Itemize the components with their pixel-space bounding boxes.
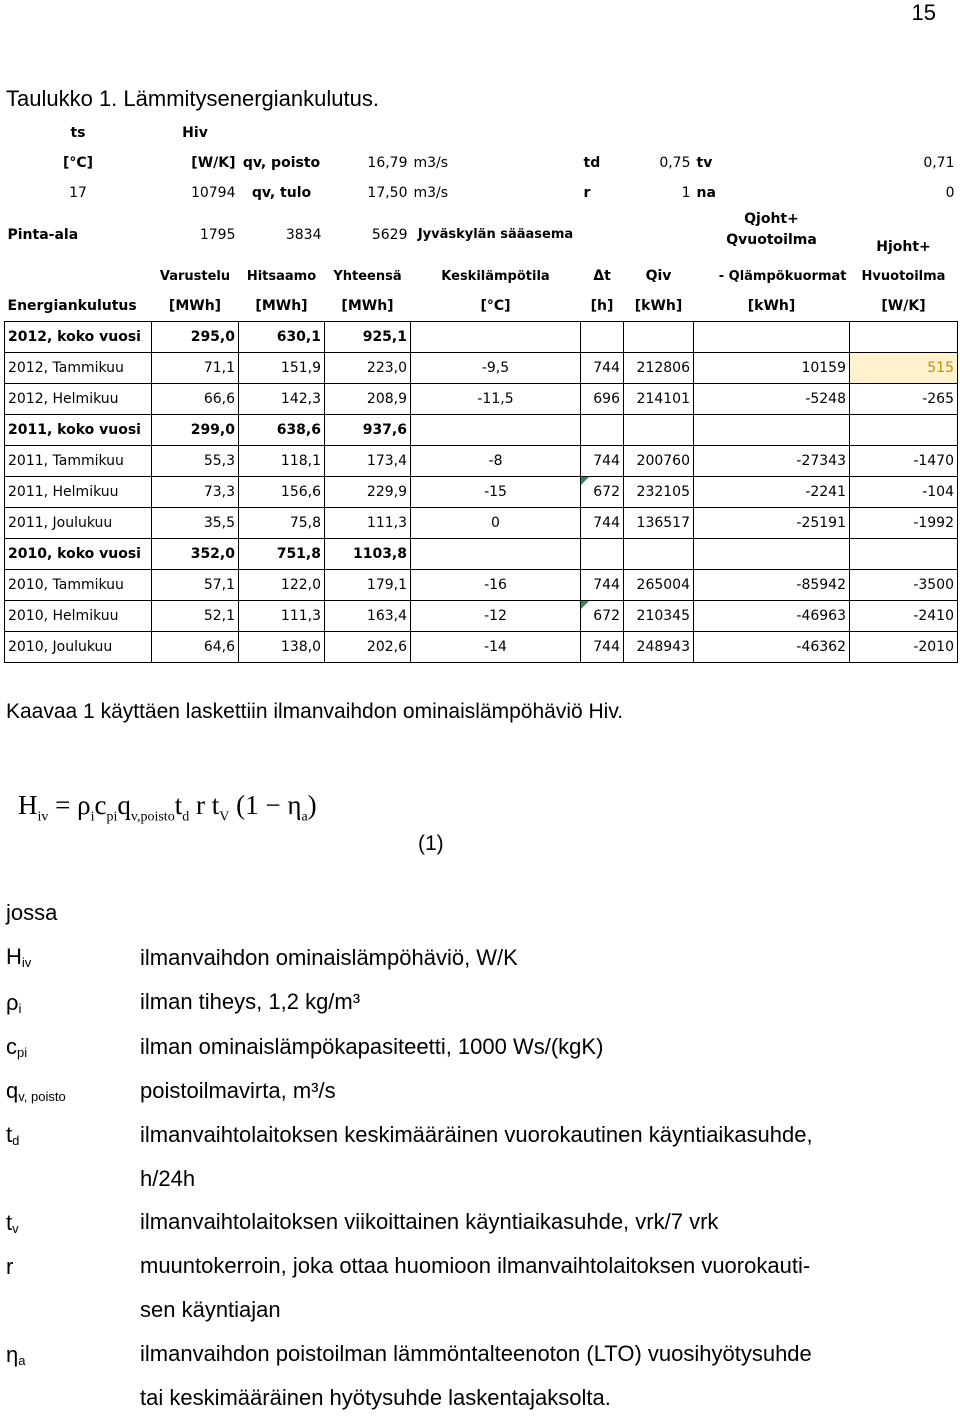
def-text-eta-line2: tai keskimääräinen hyötysuhde laskentajaksolta. bbox=[140, 1385, 611, 1410]
table-row bbox=[5, 384, 958, 415]
table-cell: 925,1 bbox=[325, 322, 411, 353]
table-cell: 111,3 bbox=[239, 601, 325, 632]
energy-table bbox=[4, 118, 958, 663]
table-cell bbox=[850, 415, 958, 446]
table-cell: 73,3 bbox=[152, 477, 239, 508]
table-cell: 696 bbox=[581, 384, 624, 415]
unit-wk: [W/K] bbox=[881, 298, 926, 314]
table-cell: -14 bbox=[411, 632, 581, 663]
table-cell: 299,0 bbox=[152, 415, 239, 446]
hdr-pinta-ala: Pinta-ala bbox=[7, 226, 79, 243]
table-cell: 173,4 bbox=[325, 446, 411, 477]
f-c: c bbox=[94, 790, 107, 820]
table-cell: -15 bbox=[411, 477, 581, 508]
hdr-qiv: Qiv bbox=[645, 268, 672, 284]
table-cell: 138,0 bbox=[239, 632, 325, 663]
def-sym-td: $t_d$ bbox=[6, 1122, 20, 1148]
hdr-delta-t: Δt bbox=[593, 268, 611, 284]
f-paren-close: ) bbox=[307, 790, 317, 820]
table-cell: 142,3 bbox=[239, 384, 325, 415]
table-cell: 744 bbox=[581, 570, 624, 601]
f-t1-sub: d bbox=[182, 809, 190, 825]
table-cell bbox=[411, 322, 581, 353]
header-row-5 bbox=[5, 261, 958, 291]
f-c-sub: pi bbox=[106, 809, 118, 825]
hdr-hjoht: Hjoht+ bbox=[876, 239, 931, 255]
row-label: 2011, koko vuosi bbox=[5, 415, 152, 446]
def-sym-eta: $\eta_a$ bbox=[6, 1342, 26, 1368]
unit-mwh-3: [MWh] bbox=[341, 298, 394, 314]
table-cell: 295,0 bbox=[152, 322, 239, 353]
table-cell: 265004 bbox=[624, 570, 694, 601]
hdr-qvuotoilma: Qvuotoilma bbox=[726, 232, 817, 248]
unit-celsius: [°C] bbox=[480, 298, 511, 314]
table-cell bbox=[694, 539, 850, 570]
table-cell: 122,0 bbox=[239, 570, 325, 601]
unit-mwh-1: [MWh] bbox=[168, 298, 222, 314]
na-value: 0 bbox=[945, 185, 955, 201]
table-cell: -2410 bbox=[850, 601, 958, 632]
qv-tulo-value: 17,50 bbox=[367, 185, 408, 201]
hdr-td: td bbox=[583, 155, 601, 171]
table-cell: 352,0 bbox=[152, 539, 239, 570]
qv-poisto-value: 16,79 bbox=[367, 155, 408, 171]
row-label: 2010, Tammikuu bbox=[5, 570, 152, 601]
hdr-hitsaamo: Hitsaamo bbox=[246, 268, 317, 284]
def-sym-hiv: $H_{iv}$ bbox=[6, 944, 32, 970]
table-cell: 118,1 bbox=[239, 446, 325, 477]
table-cell bbox=[581, 415, 624, 446]
table-cell: 744 bbox=[581, 353, 624, 384]
def-text-r-line1: muuntokerroin, joka ottaa huomioon ilmanvaihtolaitoksen vuorokauti- bbox=[140, 1253, 811, 1278]
table-cell: -11,5 bbox=[411, 384, 581, 415]
f-q: q bbox=[117, 790, 131, 820]
hdr-c-unit: [°C] bbox=[62, 155, 94, 171]
table-cell: -3500 bbox=[850, 570, 958, 601]
header-row-3 bbox=[5, 178, 958, 208]
table-cell: 163,4 bbox=[325, 601, 411, 632]
table-cell: 71,1 bbox=[152, 353, 239, 384]
unit-kwh-2: [kWh] bbox=[747, 298, 796, 314]
hdr-hiv: Hiv bbox=[182, 125, 208, 141]
def-text-td-line1: ilmanvaihtolaitoksen keskimääräinen vuorokautinen käyntiaikasuhde, bbox=[140, 1122, 813, 1147]
hdr-yhteensa: Yhteensä bbox=[333, 268, 402, 284]
def-text-tv: ilmanvaihtolaitoksen viikoittainen käyntiaikasuhde, vrk/7 vrk bbox=[140, 1209, 719, 1234]
header-row-6 bbox=[5, 291, 958, 322]
def-text-rho: ilman tiheys, 1,2 kg/m³ bbox=[140, 989, 361, 1014]
hdr-na: na bbox=[696, 185, 716, 201]
table-caption: Taulukko 1. Lämmitysenergiankulutus. bbox=[6, 86, 379, 111]
f-eta-sub: a bbox=[301, 809, 308, 825]
table-cell: 179,1 bbox=[325, 570, 411, 601]
hdr-tv: tv bbox=[696, 155, 713, 171]
table-row bbox=[5, 415, 958, 446]
r-value: 1 bbox=[681, 185, 691, 201]
table-cell: -16 bbox=[411, 570, 581, 601]
def-sym-cpi: $c_{pi}$ bbox=[6, 1034, 28, 1060]
area-yhteensa: 5629 bbox=[371, 226, 408, 243]
qv-tulo-unit: m3/s bbox=[413, 185, 449, 201]
row-label: 2011, Tammikuu bbox=[5, 446, 152, 477]
hdr-hvuotoilma: Hvuotoilma bbox=[861, 268, 946, 284]
row-label: 2012, Helmikuu bbox=[5, 384, 152, 415]
table-cell: 10159 bbox=[694, 353, 850, 384]
table-cell: 111,3 bbox=[325, 508, 411, 539]
table-cell: 200760 bbox=[624, 446, 694, 477]
f-h: H bbox=[18, 790, 38, 820]
def-text-r-line2: sen käyntiajan bbox=[140, 1297, 281, 1322]
table-cell: 630,1 bbox=[239, 322, 325, 353]
hdr-qv-poisto: qv, poisto bbox=[242, 155, 321, 171]
unit-kwh-1: [kWh] bbox=[634, 298, 683, 314]
table-cell: 232105 bbox=[624, 477, 694, 508]
table-cell: 202,6 bbox=[325, 632, 411, 663]
table-cell: -27343 bbox=[694, 446, 850, 477]
page-number: 15 bbox=[911, 0, 936, 25]
table-cell: 248943 bbox=[624, 632, 694, 663]
row-label: 2010, Joulukuu bbox=[5, 632, 152, 663]
formula-number: (1) bbox=[418, 832, 444, 855]
table-cell: 223,0 bbox=[325, 353, 411, 384]
table-cell: 672 bbox=[581, 601, 624, 632]
table-cell bbox=[411, 415, 581, 446]
table-cell: 212806 bbox=[624, 353, 694, 384]
f-q-sub: v,poisto bbox=[130, 809, 175, 825]
f-rho: ρ bbox=[77, 790, 91, 820]
table-cell: 744 bbox=[581, 446, 624, 477]
hdr-energiankulutus: Energiankulutus bbox=[7, 298, 137, 314]
hiv-value: 10794 bbox=[190, 185, 236, 201]
table-cell: 751,8 bbox=[239, 539, 325, 570]
hdr-wk-unit: [W/K] bbox=[191, 155, 236, 171]
table-cell: 744 bbox=[581, 508, 624, 539]
unit-h: [h] bbox=[590, 298, 614, 314]
area-hitsaamo: 3834 bbox=[285, 226, 322, 243]
table-row bbox=[5, 322, 958, 353]
f-r: r bbox=[195, 790, 205, 820]
tv-value: 0,71 bbox=[923, 155, 955, 171]
table-cell: -2241 bbox=[694, 477, 850, 508]
f-t2: t bbox=[211, 790, 220, 820]
table-cell: 64,6 bbox=[152, 632, 239, 663]
ts-value: 17 bbox=[69, 185, 87, 201]
def-text-eta bbox=[140, 1332, 934, 1420]
table-cell: 672 bbox=[581, 477, 624, 508]
table-cell: -9,5 bbox=[411, 353, 581, 384]
table-row bbox=[5, 601, 958, 632]
def-sym-tv: $t_v$ bbox=[6, 1210, 19, 1236]
table-cell: 1103,8 bbox=[325, 539, 411, 570]
table-cell: 744 bbox=[581, 632, 624, 663]
area-varustelu: 1795 bbox=[199, 226, 236, 243]
table-cell: 638,6 bbox=[239, 415, 325, 446]
table-cell: 0 bbox=[411, 508, 581, 539]
table-cell bbox=[624, 322, 694, 353]
table-cell bbox=[694, 322, 850, 353]
f-eq: = bbox=[55, 790, 71, 820]
f-rho-sub: i bbox=[90, 809, 95, 825]
table-cell: 515 bbox=[850, 353, 958, 384]
qv-poisto-unit: m3/s bbox=[413, 155, 449, 171]
table-cell: 214101 bbox=[624, 384, 694, 415]
table-row bbox=[5, 508, 958, 539]
def-text-qv: poistoilmavirta, m³/s bbox=[140, 1078, 336, 1103]
row-label: 2012, koko vuosi bbox=[5, 322, 152, 353]
hdr-ts: ts bbox=[70, 125, 86, 141]
row-label: 2010, koko vuosi bbox=[5, 539, 152, 570]
hdr-qjoht: Qjoht+ bbox=[744, 211, 799, 227]
table-cell bbox=[624, 539, 694, 570]
table-cell: -2010 bbox=[850, 632, 958, 663]
def-text-td-line2: h/24h bbox=[140, 1166, 196, 1191]
table-cell: -1992 bbox=[850, 508, 958, 539]
hdr-keskilampotila: Keskilämpötila bbox=[441, 268, 550, 284]
table-cell: 208,9 bbox=[325, 384, 411, 415]
hdr-qlampokuormat: - Qlämpökuormat bbox=[718, 268, 847, 284]
table-cell: 156,6 bbox=[239, 477, 325, 508]
f-h-sub: iv bbox=[37, 809, 49, 825]
table-cell bbox=[624, 415, 694, 446]
row-label: 2011, Joulukuu bbox=[5, 508, 152, 539]
def-text-eta-line1: ilmanvaihdon poistoilman lämmöntalteenoton (LTO) vuosihyötysuhde bbox=[140, 1341, 812, 1366]
hdr-r: r bbox=[583, 185, 591, 201]
body-sentence: Kaavaa 1 käyttäen laskettiin ilmanvaihdon ominaislämpöhäviö Hiv. bbox=[6, 700, 624, 723]
table-cell: -265 bbox=[850, 384, 958, 415]
table-cell: 55,3 bbox=[152, 446, 239, 477]
table-row bbox=[5, 477, 958, 508]
def-text-r bbox=[140, 1244, 934, 1332]
table-cell bbox=[411, 539, 581, 570]
f-t2-sub: V bbox=[219, 809, 230, 825]
table-cell: -8 bbox=[411, 446, 581, 477]
f-paren-open: (1 − η bbox=[236, 790, 302, 820]
row-label: 2010, Helmikuu bbox=[5, 601, 152, 632]
table-cell: -46362 bbox=[694, 632, 850, 663]
def-sym-qv: $q_{v, poisto}$ bbox=[6, 1078, 66, 1104]
table-cell: 57,1 bbox=[152, 570, 239, 601]
table-cell: -5248 bbox=[694, 384, 850, 415]
table-cell bbox=[581, 539, 624, 570]
hdr-qjoht-qvuotoilma bbox=[694, 208, 850, 261]
table-cell: 66,6 bbox=[152, 384, 239, 415]
table-cell: 210345 bbox=[624, 601, 694, 632]
row-label: 2011, Helmikuu bbox=[5, 477, 152, 508]
table-cell: -46963 bbox=[694, 601, 850, 632]
table-cell: 75,8 bbox=[239, 508, 325, 539]
table-cell: 151,9 bbox=[239, 353, 325, 384]
header-row-2 bbox=[5, 148, 958, 178]
def-text-cpi: ilman ominaislämpökapasiteetti, 1000 Ws/(kgK) bbox=[140, 1034, 604, 1059]
table-row bbox=[5, 446, 958, 477]
table-cell: 229,9 bbox=[325, 477, 411, 508]
table-cell bbox=[850, 539, 958, 570]
table-cell: -12 bbox=[411, 601, 581, 632]
table-cell: 35,5 bbox=[152, 508, 239, 539]
def-sym-r: r bbox=[6, 1254, 14, 1279]
def-sym-rho: $\rho_i$ bbox=[6, 990, 22, 1016]
table-row bbox=[5, 539, 958, 570]
hdr-varustelu: Varustelu bbox=[159, 268, 231, 284]
table-cell: -1470 bbox=[850, 446, 958, 477]
table-row bbox=[5, 570, 958, 601]
f-t1: t bbox=[174, 790, 183, 820]
table-cell bbox=[850, 322, 958, 353]
table-cell bbox=[694, 415, 850, 446]
table-cell: 52,1 bbox=[152, 601, 239, 632]
def-text-td bbox=[140, 1113, 934, 1201]
formula-hiv bbox=[18, 790, 317, 825]
table-cell: 136517 bbox=[624, 508, 694, 539]
table-row bbox=[5, 632, 958, 663]
header-row-1 bbox=[5, 118, 958, 148]
hdr-weather-station: Jyväskylän sääasema bbox=[417, 227, 574, 242]
table-row bbox=[5, 353, 958, 384]
table-cell bbox=[581, 322, 624, 353]
unit-mwh-2: [MWh] bbox=[255, 298, 308, 314]
hdr-qv-tulo: qv, tulo bbox=[251, 185, 312, 201]
row-label: 2012, Tammikuu bbox=[5, 353, 152, 384]
table-cell: 937,6 bbox=[325, 415, 411, 446]
header-row-4 bbox=[5, 208, 958, 261]
table-cell: -25191 bbox=[694, 508, 850, 539]
table-cell: -85942 bbox=[694, 570, 850, 601]
jossa-label: jossa bbox=[6, 900, 58, 925]
table-cell: -104 bbox=[850, 477, 958, 508]
td-value: 0,75 bbox=[659, 155, 691, 171]
def-text-hiv: ilmanvaihdon ominaislämpöhäviö, W/K bbox=[140, 945, 518, 970]
